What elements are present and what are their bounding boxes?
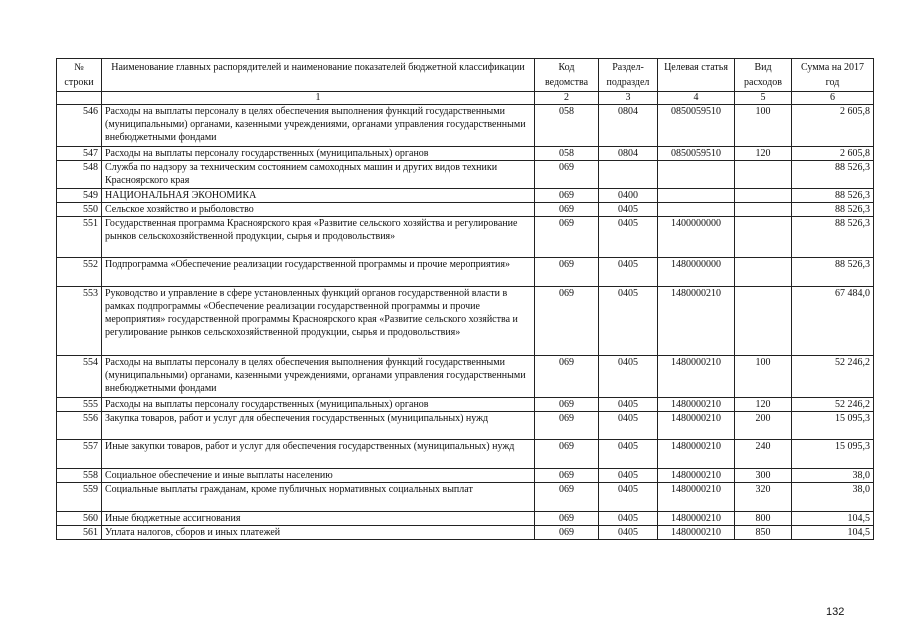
- cell-section: [599, 161, 658, 189]
- cell-target: 1480000210: [658, 512, 735, 526]
- cell-name: Социальное обеспечение и иные выплаты населению: [102, 469, 535, 483]
- cell-row-no: 561: [57, 526, 102, 540]
- table-row: [57, 147, 874, 161]
- cell-name: НАЦИОНАЛЬНАЯ ЭКОНОМИКА: [102, 189, 535, 203]
- cell-row-no: 554: [57, 356, 102, 398]
- cell-amount: 88 526,3: [792, 203, 874, 217]
- cell-name: Расходы на выплаты персоналу в целях обеспечения выполнения функций государственными (муниципальными) органами, казенными учреждениями, органами управления государственными внебюджетными фондами: [102, 356, 535, 398]
- cell-expense-type: [735, 189, 792, 203]
- cell-name: Государственная программа Красноярского края «Развитие сельского хозяйства и регулирование рынков сельскохозяйственной продукции, сырья и продовольствия»: [102, 217, 535, 258]
- cell-amount: 52 246,2: [792, 398, 874, 412]
- cell-dept-code: 058: [535, 147, 599, 161]
- cell-amount: 88 526,3: [792, 217, 874, 258]
- cell-row-no: 547: [57, 147, 102, 161]
- header-row-no: № строки: [57, 59, 102, 92]
- header-row: [57, 59, 874, 92]
- table-row: [57, 189, 874, 203]
- page-number: 132: [826, 606, 845, 618]
- cell-section: 0405: [599, 258, 658, 287]
- cell-name: Сельское хозяйство и рыболовство: [102, 203, 535, 217]
- cell-target: 1400000000: [658, 217, 735, 258]
- cell-dept-code: 069: [535, 398, 599, 412]
- column-number-6: 6: [792, 92, 874, 105]
- cell-expense-type: 240: [735, 440, 792, 469]
- cell-name: Иные бюджетные ассигнования: [102, 512, 535, 526]
- cell-expense-type: 800: [735, 512, 792, 526]
- table-row: [57, 398, 874, 412]
- cell-amount: 2 605,8: [792, 105, 874, 147]
- cell-dept-code: 069: [535, 412, 599, 440]
- cell-name: Социальные выплаты гражданам, кроме публичных нормативных социальных выплат: [102, 483, 535, 512]
- cell-amount: 15 095,3: [792, 440, 874, 469]
- cell-row-no: 555: [57, 398, 102, 412]
- cell-section: 0405: [599, 287, 658, 356]
- cell-dept-code: 069: [535, 217, 599, 258]
- cell-amount: 38,0: [792, 483, 874, 512]
- cell-target: 1480000210: [658, 398, 735, 412]
- cell-dept-code: 069: [535, 203, 599, 217]
- cell-section: 0400: [599, 189, 658, 203]
- cell-target: 1480000210: [658, 287, 735, 356]
- cell-amount: 15 095,3: [792, 412, 874, 440]
- cell-dept-code: 069: [535, 189, 599, 203]
- cell-section: 0405: [599, 526, 658, 540]
- cell-amount: 88 526,3: [792, 161, 874, 189]
- column-number-row: [57, 92, 874, 105]
- table-body: [57, 105, 874, 540]
- cell-row-no: 560: [57, 512, 102, 526]
- cell-row-no: 550: [57, 203, 102, 217]
- cell-expense-type: 100: [735, 356, 792, 398]
- cell-name: Служба по надзору за техническим состоянием самоходных машин и других видов техники Красноярского края: [102, 161, 535, 189]
- cell-expense-type: 300: [735, 469, 792, 483]
- header-dept-code: Код ведомства: [535, 59, 599, 92]
- cell-expense-type: 320: [735, 483, 792, 512]
- cell-section: 0804: [599, 147, 658, 161]
- cell-row-no: 558: [57, 469, 102, 483]
- cell-name: Подпрограмма «Обеспечение реализации государственной программы и прочие мероприятия»: [102, 258, 535, 287]
- header-amount: Сумма на 2017 год: [792, 59, 874, 92]
- column-number-1: [57, 92, 102, 105]
- table-row: [57, 412, 874, 440]
- column-number-1b: 1: [102, 92, 535, 105]
- cell-target: 1480000210: [658, 440, 735, 469]
- cell-section: 0405: [599, 469, 658, 483]
- cell-name: Уплата налогов, сборов и иных платежей: [102, 526, 535, 540]
- cell-section: 0405: [599, 440, 658, 469]
- table-row: [57, 526, 874, 540]
- table-row: [57, 287, 874, 356]
- cell-target: 0850059510: [658, 105, 735, 147]
- cell-dept-code: 058: [535, 105, 599, 147]
- cell-section: 0405: [599, 412, 658, 440]
- cell-amount: 104,5: [792, 512, 874, 526]
- cell-expense-type: 200: [735, 412, 792, 440]
- cell-name: Иные закупки товаров, работ и услуг для обеспечения государственных (муниципальных) нужд: [102, 440, 535, 469]
- table-row: [57, 105, 874, 147]
- table-row: [57, 161, 874, 189]
- table-row: [57, 258, 874, 287]
- cell-expense-type: [735, 287, 792, 356]
- column-number-5: 5: [735, 92, 792, 105]
- cell-row-no: 546: [57, 105, 102, 147]
- cell-amount: 88 526,3: [792, 258, 874, 287]
- cell-section: 0405: [599, 483, 658, 512]
- cell-dept-code: 069: [535, 512, 599, 526]
- header-name: Наименование главных распорядителей и наименование показателей бюджетной классификации: [102, 59, 535, 92]
- column-number-4: 4: [658, 92, 735, 105]
- cell-amount: 2 605,8: [792, 147, 874, 161]
- cell-target: 1480000210: [658, 356, 735, 398]
- cell-expense-type: [735, 203, 792, 217]
- cell-section: 0405: [599, 203, 658, 217]
- header-section: Раздел-подраздел: [599, 59, 658, 92]
- cell-name: Расходы на выплаты персоналу в целях обеспечения выполнения функций государственными (муниципальными) органами, казенными учреждениями, органами управления государственными внебюджетными фондами: [102, 105, 535, 147]
- cell-expense-type: 850: [735, 526, 792, 540]
- cell-section: 0405: [599, 512, 658, 526]
- table-row: [57, 483, 874, 512]
- cell-target: 1480000210: [658, 526, 735, 540]
- cell-target: [658, 203, 735, 217]
- cell-name: Расходы на выплаты персоналу государственных (муниципальных) органов: [102, 398, 535, 412]
- table-row: [57, 440, 874, 469]
- cell-dept-code: 069: [535, 440, 599, 469]
- cell-amount: 38,0: [792, 469, 874, 483]
- cell-section: 0405: [599, 356, 658, 398]
- cell-expense-type: [735, 161, 792, 189]
- cell-row-no: 559: [57, 483, 102, 512]
- cell-section: 0804: [599, 105, 658, 147]
- cell-name: Руководство и управление в сфере установленных функций органов государственной власти в рамках подпрограммы «Обеспечение реализации государственной программы и прочие мероприятия» государственной программы Красноярского края «Развитие сельского хозяйства и регулирование рынков сельскохозяйственной продукции, сырья и продовольствия»: [102, 287, 535, 356]
- cell-dept-code: 069: [535, 161, 599, 189]
- cell-amount: 88 526,3: [792, 189, 874, 203]
- cell-amount: 104,5: [792, 526, 874, 540]
- cell-target: 1480000210: [658, 412, 735, 440]
- cell-target: 1480000210: [658, 483, 735, 512]
- cell-dept-code: 069: [535, 526, 599, 540]
- cell-expense-type: [735, 258, 792, 287]
- budget-table: [56, 58, 874, 540]
- cell-dept-code: 069: [535, 356, 599, 398]
- cell-name: Закупка товаров, работ и услуг для обеспечения государственных (муниципальных) нужд: [102, 412, 535, 440]
- table-row: [57, 203, 874, 217]
- cell-dept-code: 069: [535, 287, 599, 356]
- cell-row-no: 549: [57, 189, 102, 203]
- cell-expense-type: [735, 217, 792, 258]
- cell-dept-code: 069: [535, 258, 599, 287]
- cell-expense-type: 120: [735, 147, 792, 161]
- cell-row-no: 557: [57, 440, 102, 469]
- cell-row-no: 552: [57, 258, 102, 287]
- header-target: Целевая статья: [658, 59, 735, 92]
- cell-target: 0850059510: [658, 147, 735, 161]
- table-row: [57, 512, 874, 526]
- cell-target: [658, 161, 735, 189]
- cell-target: 1480000000: [658, 258, 735, 287]
- cell-amount: 52 246,2: [792, 356, 874, 398]
- cell-name: Расходы на выплаты персоналу государственных (муниципальных) органов: [102, 147, 535, 161]
- cell-dept-code: 069: [535, 483, 599, 512]
- cell-row-no: 551: [57, 217, 102, 258]
- cell-row-no: 556: [57, 412, 102, 440]
- column-number-3: 3: [599, 92, 658, 105]
- table-row: [57, 469, 874, 483]
- cell-row-no: 548: [57, 161, 102, 189]
- cell-target: [658, 189, 735, 203]
- cell-target: 1480000210: [658, 469, 735, 483]
- table-row: [57, 217, 874, 258]
- cell-amount: 67 484,0: [792, 287, 874, 356]
- cell-row-no: 553: [57, 287, 102, 356]
- cell-expense-type: 100: [735, 105, 792, 147]
- cell-dept-code: 069: [535, 469, 599, 483]
- cell-section: 0405: [599, 398, 658, 412]
- column-number-2: 2: [535, 92, 599, 105]
- header-expense-type: Вид расходов: [735, 59, 792, 92]
- cell-section: 0405: [599, 217, 658, 258]
- table-row: [57, 356, 874, 398]
- cell-expense-type: 120: [735, 398, 792, 412]
